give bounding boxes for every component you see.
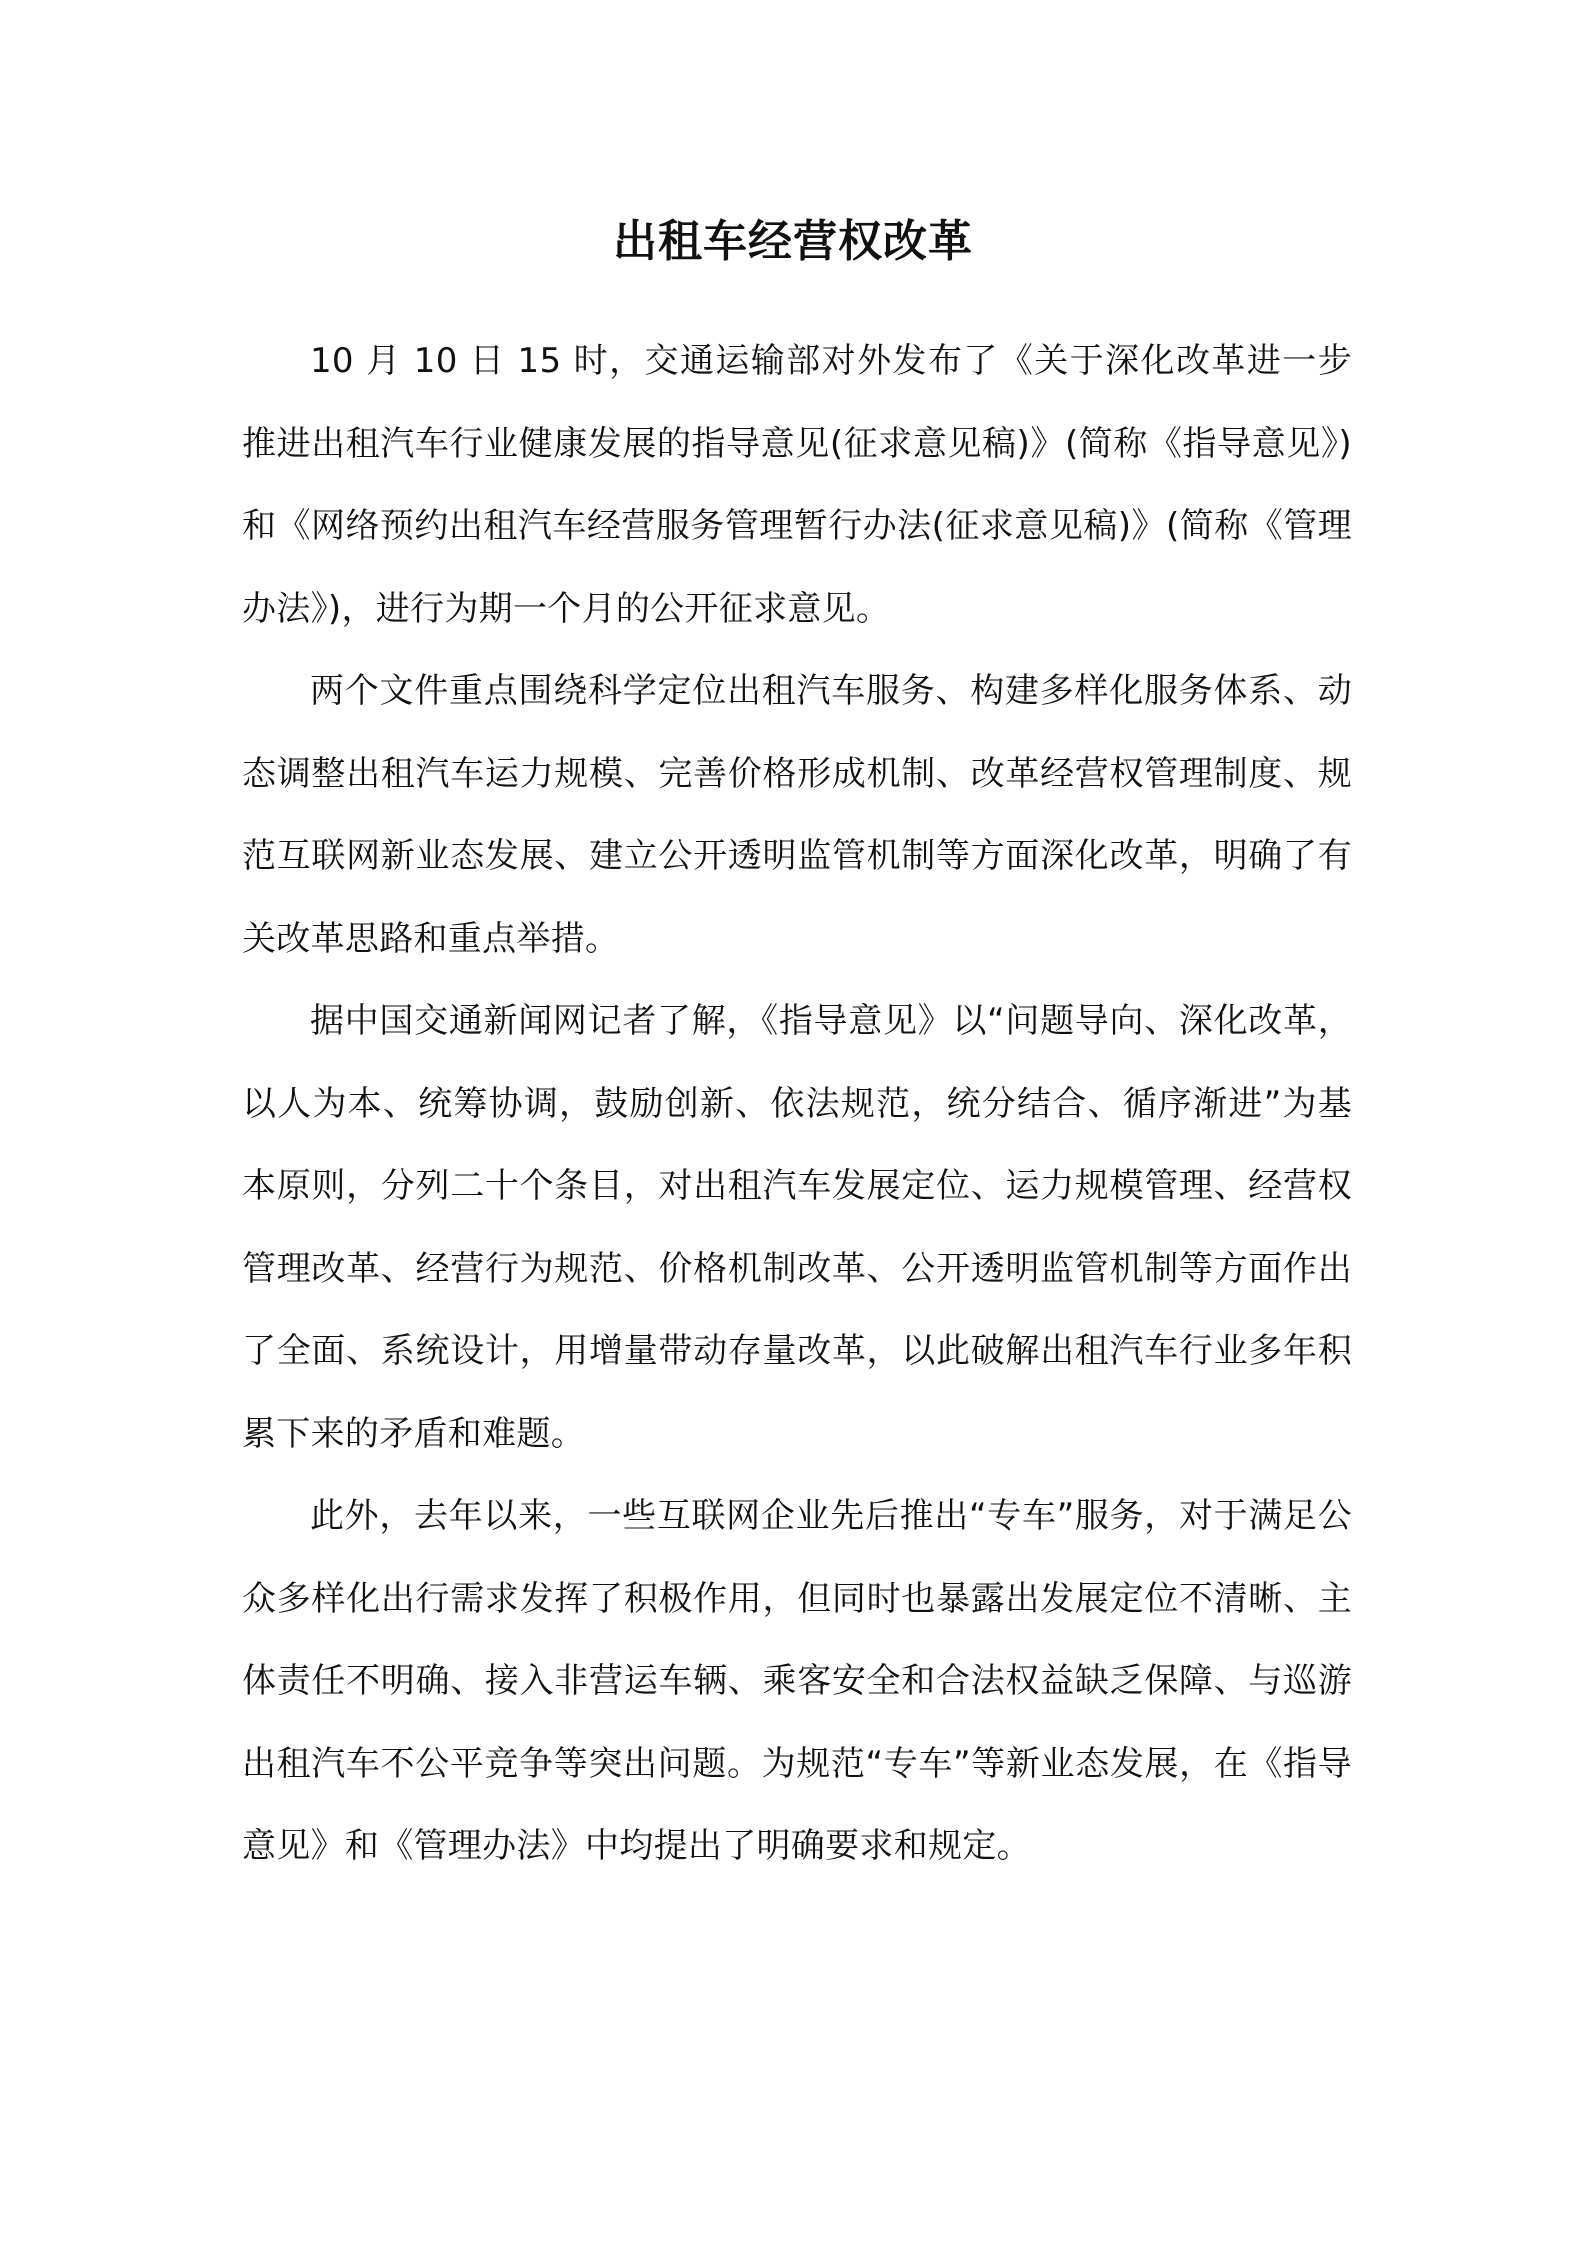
document-title: 出租车经营权改革 bbox=[613, 216, 973, 267]
paragraph-1: 10 月 10 日 15 时，交通运输部对外发布了《关于深化改革进一步推进出租汽车行业健康发展的指导意见(征求意见稿)》(简称《指导意见》)和《网络预约出租汽车经营服务管理暂行办法(征求意见稿)》(简称《管理办法》)，进行为期一个月的公开征求意见。 bbox=[242, 341, 1352, 629]
paragraph-4: 此外，去年以来，一些互联网企业先后推出“专车”服务，对于满足公众多样化出行需求发挥了积极作用，但同时也暴露出发展定位不清晰、主体责任不明确、接入非营运车辆、乘客安全和合法权益缺乏保障、与巡游出租汽车不公平竞争等突出问题。为规范“专车”等新业态发展，在《指导意见》和《管理办法》中均提出了明确要求和规定。 bbox=[242, 1496, 1352, 1866]
document-body bbox=[242, 320, 1352, 1888]
paragraph-3: 据中国交通新闻网记者了解，《指导意见》以“问题导向、深化改革，以人为本、统筹协调，鼓励创新、依法规范，统分结合、循序渐进”为基本原则，分列二十个条目，对出租汽车发展定位、运力规模管理、经营权管理改革、经营行为规范、价格机制改革、公开透明监管机制等方面作出了全面、系统设计，用增量带动存量改革，以此破解出租汽车行业多年积累下来的矛盾和难题。 bbox=[242, 1001, 1352, 1454]
paragraph-2: 两个文件重点围绕科学定位出租汽车服务、构建多样化服务体系、动态调整出租汽车运力规模、完善价格形成机制、改革经营权管理制度、规范互联网新业态发展、建立公开透明监管机制等方面深化改革，明确了有关改革思路和重点举措。 bbox=[242, 671, 1352, 959]
